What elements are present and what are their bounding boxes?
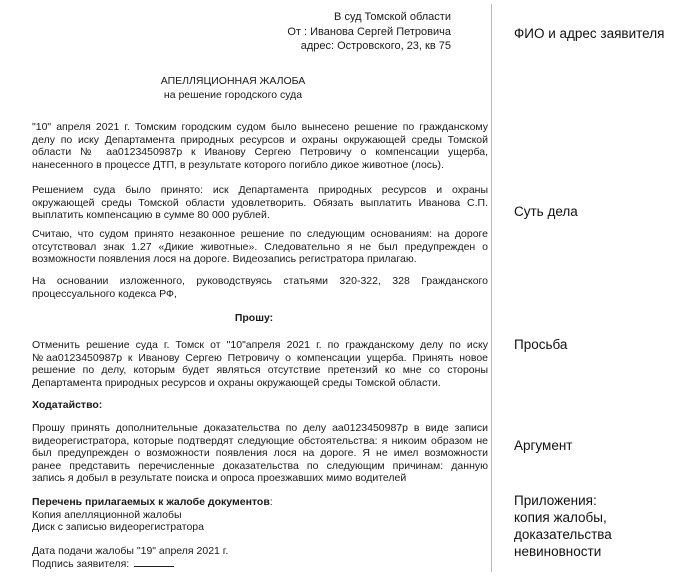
- label-attachments-line: доказательства: [514, 527, 612, 542]
- text-line: делу по иску Департамента природных ресурсов и охраны окружающей среды Томской: [32, 133, 488, 146]
- applicant-name: От : Иванова Сергей Петровича: [287, 25, 451, 38]
- case-paragraph-3: [32, 228, 488, 266]
- text-line: области № aa0123450987р к Иванову Сергею Петровичу о компенсации ущерба,: [32, 146, 488, 158]
- text-line: На основании изложенного, руководствуясь статьями 320-322, 328 Гражданского: [32, 275, 488, 287]
- label-attachments-line: копия жалобы,: [514, 510, 607, 525]
- text-line: выплатить компенсацию в сумме 80 000 рублей.: [32, 209, 270, 221]
- attachments-heading-text: Перечень прилагаемых к жалобе документов: [32, 496, 270, 508]
- text-line: ранее представить перечисленные доказательства по следующим причинам: данную: [32, 459, 488, 472]
- motion-heading: Ходатайство:: [32, 399, 103, 411]
- text-line: решение по делу, которым будет являться отсутствие претензий ко мне со стороны: [32, 364, 488, 376]
- motion-paragraph: [32, 422, 488, 485]
- case-paragraph-2: [32, 184, 488, 222]
- addressee-block: [287, 10, 451, 54]
- signature-line: [32, 558, 488, 571]
- text-line: был предупрежден о возможности появления лося на дороге. Я не имел возможности: [32, 447, 488, 459]
- request-heading: Прошу:: [234, 312, 274, 324]
- text-line: "10" апреля 2021 г. Томским городским судом было вынесено решение по гражданскому: [32, 121, 488, 133]
- text-line: Отменить решение суда г. Томск от "10"апреля 2021 г. по гражданскому делу по иску: [32, 339, 488, 351]
- label-fio: ФИО и адрес заявителя: [514, 26, 665, 41]
- text-line: процессуального кодекса РФ,: [32, 287, 177, 300]
- text-line: Решением суда было принято: иск Департамента природных ресурсов и охраны: [32, 184, 488, 196]
- text-line: возможности появления лося на дороге. Видеозапись регистратора прилагаю.: [32, 253, 417, 265]
- label-attachments-line: Приложения:: [514, 493, 597, 508]
- text-line: Департамента природных ресурсов и охраны окружающей среды Томской области.: [32, 376, 441, 389]
- text-line: Считаю, что судом принято незаконное решение по следующим основаниям: на дороге: [32, 228, 488, 240]
- document-subtitle: на решение городского суда: [163, 89, 303, 101]
- attachments-block: [32, 496, 488, 534]
- signature-blank: [134, 566, 174, 567]
- attachment-item: Диск с записью видеорегистратора: [32, 521, 204, 533]
- complaint-document: [14, 4, 492, 572]
- request-paragraph: [32, 339, 488, 389]
- text-line: запись я добыл в результате поиска и опроса проезжавших мимо водителей: [32, 472, 407, 484]
- court-name: В суд Томской области: [334, 11, 451, 23]
- label-request: Просьба: [514, 337, 568, 352]
- label-attachments-line: невиновности: [514, 544, 602, 559]
- label-attachments: [514, 492, 612, 560]
- text-line: №aa0123450987р к Иванову Сергею Петровичу о компенсации ущерба. Принять новое: [32, 351, 488, 364]
- submission-date: Дата подачи жалобы "19" апреля 2021 г.: [32, 545, 229, 557]
- label-argument: Аргумент: [514, 438, 573, 453]
- text-line: Прошу принять дополнительные доказательства по делу аа0123450987р в виде записи: [32, 422, 488, 434]
- attachment-item: Копия апелляционной жалобы: [32, 508, 182, 521]
- text-line: видеорегистратора, которые подтвердят следующие обстоятельства: я никоим образом не: [32, 434, 488, 447]
- applicant-address: адрес: Островского, 23, кв 75: [300, 40, 451, 52]
- text-line: окружающей среды Томской области удовлетворить. Обязать выплатить Иванова С.П.: [32, 196, 488, 209]
- text-line: нанесенного в процессе ДТП, в результате которого погибло дикое животное (лось).: [32, 158, 444, 171]
- attachments-heading-colon: :: [269, 496, 273, 508]
- signature-block: [32, 545, 488, 570]
- label-case: Суть дела: [514, 204, 578, 219]
- case-paragraph-1: [32, 121, 488, 171]
- case-paragraph-4: [32, 275, 488, 300]
- signature-label: Подпись заявителя:: [32, 557, 130, 570]
- attachments-heading: [32, 496, 488, 509]
- document-title: АПЕЛЛЯЦИОННАЯ ЖАЛОБА: [160, 75, 306, 87]
- text-line: отсутствовал знак 1.27 «Дикие животные». Следовательно я не был предупрежден о: [32, 240, 488, 253]
